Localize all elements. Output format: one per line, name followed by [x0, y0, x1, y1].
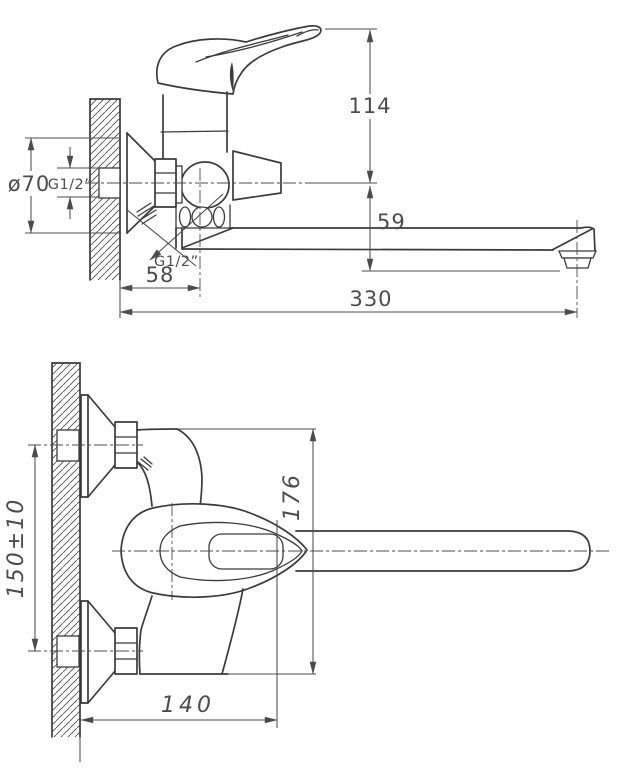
- wall-section-top: [90, 99, 120, 318]
- dim-label-flange-diameter: ø70: [7, 172, 51, 196]
- spout-nut-band: [176, 203, 230, 228]
- dim-wall-to-handle: [81, 693, 277, 720]
- wall-section-front: [52, 363, 80, 762]
- collar-ring: [176, 166, 182, 203]
- dim-spout-reach: [120, 287, 577, 312]
- front-view: [4, 363, 612, 762]
- aerator-side: [559, 251, 596, 268]
- body-end-cone: [233, 151, 281, 200]
- dim-label-spout-reach: 330: [349, 287, 393, 311]
- dim-label-pipe-centers: 150±10: [4, 497, 29, 599]
- dim-label-wall-to-axis: 58: [145, 263, 175, 287]
- dim-pipe-centers: [4, 445, 35, 651]
- upper-wall-pipe: [57, 430, 79, 461]
- dim-label-axis-to-outlet: 59: [377, 210, 406, 234]
- dim-label-wall-to-handle: 140: [161, 693, 215, 718]
- upper-thread-marks: [138, 457, 152, 470]
- body-ball-joint: [181, 162, 229, 208]
- faucet-body-front-upper: [137, 429, 202, 507]
- dim-label-wall-thread: G1/2”: [47, 177, 93, 193]
- valve-body-column: [164, 93, 226, 159]
- handle-lever-side: [157, 26, 321, 94]
- dim-handle-height: [325, 29, 392, 183]
- lower-wall-pipe: [57, 636, 79, 667]
- top-view: [8, 26, 596, 318]
- dim-label-spout-thread: G1/2”: [154, 254, 199, 270]
- faucet-body-front-lower: [139, 589, 243, 674]
- dim-label-handle-height: 114: [348, 94, 392, 118]
- dim-label-body-height: 176: [280, 473, 305, 521]
